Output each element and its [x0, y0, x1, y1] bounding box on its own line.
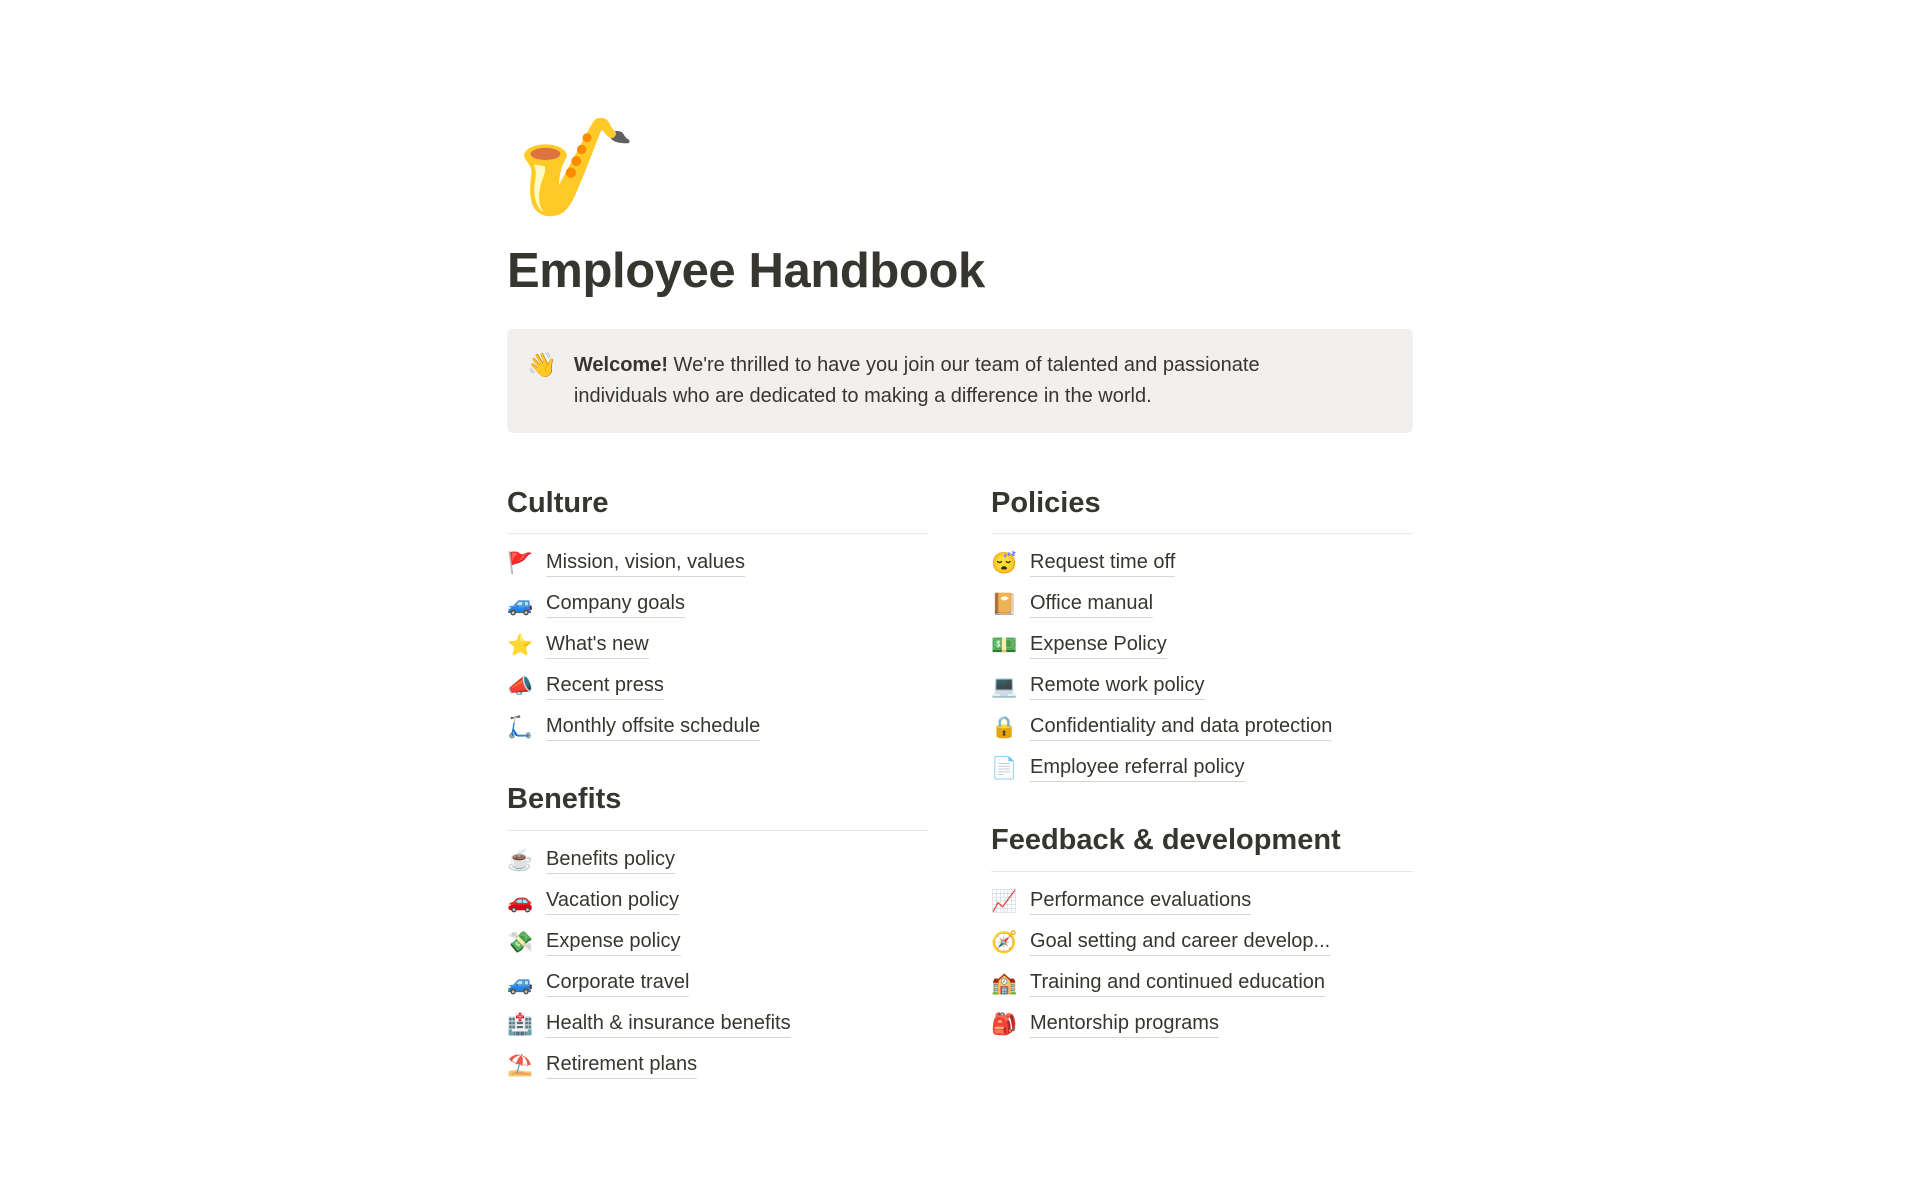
section-heading-culture: Culture — [507, 487, 609, 520]
page-link-label: Expense policy — [546, 929, 681, 956]
page-link-training-continued-education[interactable] — [991, 963, 1413, 1004]
page-link-label: Office manual — [1030, 591, 1153, 618]
left-column — [507, 487, 929, 1086]
notebook-icon: 📔 — [991, 593, 1018, 617]
section-policies — [991, 487, 1413, 789]
page-link-label: Goal setting and career develop... — [1030, 929, 1330, 956]
page-link-label: Employee referral policy — [1030, 755, 1245, 782]
page-link-label: What's new — [546, 632, 649, 659]
megaphone-icon: 📣 — [507, 675, 534, 699]
backpack-icon: 🎒 — [991, 1012, 1018, 1036]
welcome-callout — [507, 329, 1413, 433]
callout-text — [574, 350, 1349, 412]
page-link-vacation-policy[interactable] — [507, 881, 929, 922]
star-icon: ⭐ — [507, 634, 534, 658]
page-link-label: Mentorship programs — [1030, 1011, 1219, 1038]
school-icon: 🏫 — [991, 971, 1018, 995]
page-link-whats-new[interactable] — [507, 625, 929, 666]
kick-scooter-icon: 🛴 — [507, 716, 534, 740]
page-link-benefits-policy[interactable] — [507, 840, 929, 881]
page-link-performance-evaluations[interactable] — [991, 881, 1413, 922]
section-benefits — [507, 783, 929, 1085]
page-link-label: Mission, vision, values — [546, 550, 745, 577]
section-culture — [507, 487, 929, 748]
page-link-confidentiality-data-protection[interactable] — [991, 707, 1413, 748]
page-link-label: Corporate travel — [546, 970, 689, 997]
page-link-label: Training and continued education — [1030, 970, 1325, 997]
laptop-icon: 💻 — [991, 675, 1018, 699]
page-link-label: Request time off — [1030, 550, 1175, 577]
dollar-banknote-icon: 💵 — [991, 634, 1018, 658]
section-heading-feedback: Feedback & development — [991, 824, 1341, 857]
two-column-layout — [507, 487, 1413, 1086]
page-link-label: Health & insurance benefits — [546, 1011, 791, 1038]
triangular-flag-icon: 🚩 — [507, 552, 534, 576]
saxophone-icon[interactable]: 🎷 — [517, 114, 637, 221]
hospital-icon: 🏥 — [507, 1012, 534, 1036]
page-link-office-manual[interactable] — [991, 584, 1413, 625]
section-divider — [507, 533, 929, 534]
page-link-label: Performance evaluations — [1030, 888, 1251, 915]
section-heading-policies: Policies — [991, 487, 1101, 520]
page-link-label: Vacation policy — [546, 888, 679, 915]
page-link-retirement-plans[interactable] — [507, 1045, 929, 1086]
page-link-mentorship-programs[interactable] — [991, 1004, 1413, 1045]
page-link-health-insurance-benefits[interactable] — [507, 1004, 929, 1045]
lock-icon: 🔒 — [991, 716, 1018, 740]
page-link-company-goals[interactable] — [507, 584, 929, 625]
page-link-corporate-travel[interactable] — [507, 963, 929, 1004]
chart-increasing-icon: 📈 — [991, 889, 1018, 913]
beach-umbrella-icon: ⛱️ — [507, 1053, 534, 1077]
section-heading-benefits: Benefits — [507, 783, 622, 816]
callout-bold-text: Welcome! — [573, 354, 668, 377]
page-link-mission-vision-values[interactable] — [507, 543, 929, 584]
section-divider — [991, 871, 1413, 872]
page-link-employee-referral-policy[interactable] — [991, 748, 1413, 789]
section-divider — [991, 533, 1413, 534]
page-link-label: Confidentiality and data protection — [1030, 714, 1332, 741]
page-link-remote-work-policy[interactable] — [991, 666, 1413, 707]
page-icon: 📄 — [991, 757, 1018, 781]
page-link-monthly-offsite-schedule[interactable] — [507, 707, 929, 748]
page-link-label: Recent press — [546, 673, 664, 700]
waving-hand-icon: 👋 — [527, 352, 557, 380]
section-feedback-development — [991, 824, 1413, 1044]
page-content — [507, 0, 1413, 1086]
money-with-wings-icon: 💸 — [507, 930, 534, 954]
red-car-icon: 🚗 — [507, 889, 534, 913]
page-link-expense-policy[interactable] — [991, 625, 1413, 666]
compass-icon: 🧭 — [991, 930, 1018, 954]
page-link-label: Benefits policy — [546, 847, 675, 874]
page-link-label: Expense Policy — [1030, 632, 1167, 659]
page-title[interactable]: Employee Handbook — [507, 243, 985, 298]
page-link-label: Retirement plans — [546, 1052, 697, 1079]
page-link-recent-press[interactable] — [507, 666, 929, 707]
page-link-label: Remote work policy — [1030, 673, 1205, 700]
callout-body-text: We're thrilled to have you join our team of talented and passionate individuals who are dedicated to making a difference in the world. — [573, 354, 1260, 408]
right-column — [991, 487, 1413, 1086]
page-link-request-time-off[interactable] — [991, 543, 1413, 584]
sleeping-face-icon: 😴 — [991, 552, 1018, 576]
section-divider — [507, 830, 929, 831]
coffee-icon: ☕ — [507, 848, 534, 872]
blue-car-icon: 🚙 — [507, 593, 534, 617]
page-link-label: Company goals — [546, 591, 685, 618]
blue-car-icon: 🚙 — [507, 971, 534, 995]
page-link-expense-policy-benefits[interactable] — [507, 922, 929, 963]
page-link-label: Monthly offsite schedule — [546, 714, 760, 741]
page-link-goal-setting-career-development[interactable] — [991, 922, 1413, 963]
